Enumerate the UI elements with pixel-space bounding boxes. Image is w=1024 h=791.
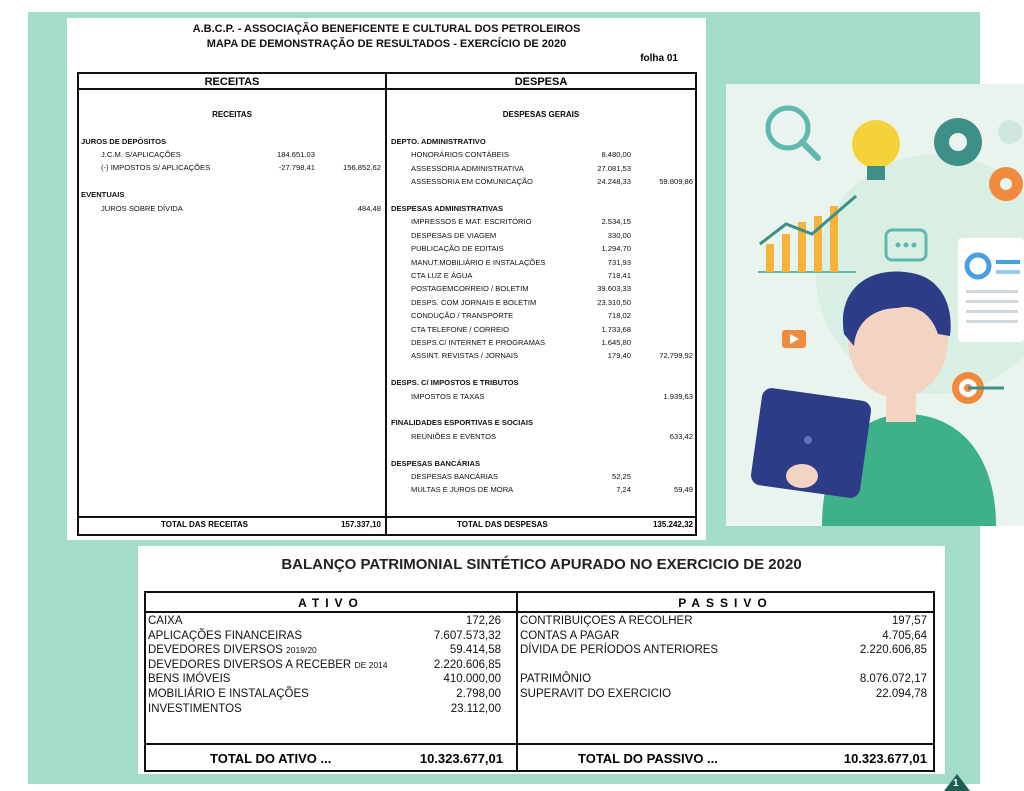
passivo-item-value: 197,57	[891, 615, 927, 627]
ativo-item-label	[148, 688, 309, 700]
ativo-item-value: 59.414,58	[449, 644, 501, 657]
despesa-item-label: CTA LUZ E ÁGUA	[411, 271, 473, 280]
lightbulb-icon	[852, 120, 900, 168]
header-divider	[79, 88, 695, 90]
total-divider	[79, 516, 695, 518]
passivo-item-value: 4.705,64	[882, 629, 927, 642]
despesa-item-label: POSTAGEMCORREIO / BOLETIM	[411, 284, 529, 294]
sheet-number: folha 01	[640, 53, 678, 64]
receitas-item-label: (-) IMPOSTOS S/ APLICAÇÕES	[101, 163, 211, 172]
ativo-item-label	[148, 703, 242, 715]
receitas-group-total: 484,48	[357, 204, 381, 213]
ativo-item-note: 2019/20	[286, 645, 317, 656]
despesa-item-label: MANUT.MOBILIÁRIO E INSTALAÇÕES	[411, 257, 546, 267]
passivo-item-label: SUPERAVIT DO EXERCICIO	[520, 688, 672, 700]
total-receitas-value: 157.337,10	[340, 520, 381, 529]
ativo-item-value: 2.798,00	[456, 688, 501, 700]
receitas-group-total: 156.852,62	[342, 163, 381, 172]
despesa-item-label: ASSINT. REVISTAS / JORNAIS	[411, 351, 519, 361]
header-divider	[146, 611, 933, 613]
total-passivo-label: TOTAL DO PASSIVO ...	[578, 751, 718, 766]
total-passivo-value: 10.323.677,01	[843, 751, 927, 766]
despesa-item-value: 2.534,15	[601, 217, 631, 227]
ativo-item-value: 410.000,00	[443, 673, 501, 686]
ativo-item-text: CAIXA	[148, 615, 183, 627]
ativo-item-label	[148, 615, 183, 627]
passivo-item-value: 22.094,78	[875, 688, 927, 700]
despesa-item-value: 24.248,33	[597, 177, 631, 187]
receitas-item-value: -27.798,41	[278, 163, 315, 172]
despesa-item-value: 8.480,00	[601, 150, 631, 160]
passivo-item-value: 2.220.606,85	[859, 644, 927, 657]
ativo-item-note: DE 2014	[354, 659, 388, 670]
ativo-item-label	[148, 673, 230, 685]
ativo-item-value: 7.607.573,32	[433, 629, 501, 642]
despesa-item-value: 1.645,80	[601, 338, 631, 347]
ativo-item-value: 2.220.606,85	[433, 658, 501, 671]
despesa-group-total: 59.809,86	[659, 177, 693, 187]
passivo-item-label: CONTRIBUIÇOES A RECOLHER	[520, 615, 693, 627]
total-despesas-label: TOTAL DAS DESPESAS	[457, 520, 548, 529]
despesa-item-value: 7,24	[616, 485, 631, 495]
despesa-item-value: 718,41	[607, 271, 631, 280]
despesa-item-label: REUNIÕES E EVENTOS	[411, 431, 497, 441]
receitas-group-juros: JUROS DE DEPÓSITOS	[81, 137, 167, 146]
despesa-group-title: DESPS. C/ IMPOSTOS E TRIBUTOS	[391, 378, 519, 388]
total-ativo-value: 10.323.677,01	[419, 751, 503, 766]
passivo-header: PASSIVO	[678, 596, 773, 610]
statement-title: MAPA DE DEMONSTRAÇÃO DE RESULTADOS - EXERCÍCIO DE 2020	[206, 38, 567, 50]
despesa-group-title: DESPESAS ADMINISTRATIVAS	[391, 204, 504, 213]
ativo-item-text: DEVEDORES DIVERSOS	[148, 644, 283, 657]
page-number-badge	[944, 774, 970, 791]
balance-title: BALANÇO PATRIMONIAL SINTÉTICO APURADO NO EXERCICIO DE 2020	[281, 556, 802, 573]
despesa-item-value: 27.081,53	[597, 163, 631, 173]
despesa-item-label: ASSESSORIA ADMINISTRATIVA	[411, 163, 524, 173]
despesa-group-total: 59,49	[673, 485, 693, 495]
receitas-item-label: J.C.M. S/APLICAÇÕES	[101, 150, 181, 159]
gear-icon	[934, 118, 982, 166]
receitas-item-label: JUROS SOBRE DÍVIDA	[101, 204, 183, 213]
ativo-item-value: 23.112,00	[450, 702, 501, 715]
despesa-item-label: IMPRESSOS E MAT. ESCRITÓRIO	[411, 217, 532, 227]
despesa-group-total: 633,42	[669, 431, 693, 441]
despesa-item-value: 23.310,50	[597, 297, 631, 307]
balance-table	[144, 591, 935, 772]
despesa-item-label: PUBLICAÇÃO DE EDITAIS	[411, 244, 504, 254]
despesa-item-value: 330,00	[607, 230, 631, 240]
despesa-item-label: DESPS.C/ INTERNET E PROGRAMAS	[411, 338, 546, 347]
despesa-group-title: DESPESAS BANCÁRIAS	[391, 458, 481, 468]
despesa-item-value: 731,93	[607, 257, 631, 267]
ativo-item-text: INVESTIMENTOS	[148, 702, 242, 715]
despesa-item-value: 1.294,70	[601, 244, 631, 254]
receitas-group-eventuais: EVENTUAIS	[81, 190, 125, 199]
despesa-item-value: 179,40	[607, 351, 631, 361]
document-chart-icon	[958, 238, 1024, 342]
despesa-item-label: MULTAS E JUROS DE MORA	[411, 485, 514, 495]
despesa-group-title: DEPTO. ADMINISTRATIVO	[391, 137, 486, 146]
despesa-item-value: 1.733,68	[601, 324, 631, 334]
receitas-header: RECEITAS	[204, 76, 260, 88]
despesa-item-value: 52,25	[611, 472, 631, 481]
despesa-group-total: 1.939,63	[663, 391, 693, 401]
despesa-item-label: DESPESAS DE VIAGEM	[411, 230, 497, 240]
ativo-item-text: MOBILIÁRIO E INSTALAÇÕES	[148, 688, 309, 700]
despesa-item-label: CTA TELEFONE / CORREIO	[411, 324, 510, 334]
ativo-item-text: DEVEDORES DIVERSOS A RECEBER	[148, 658, 352, 671]
despesas-subheader: DESPESAS GERAIS	[502, 110, 580, 119]
ativo-item-label	[148, 659, 388, 671]
total-ativo-label: TOTAL DO ATIVO ...	[210, 751, 332, 766]
illustration-art	[726, 84, 1024, 526]
despesa-item-label: DESPESAS BANCÁRIAS	[411, 472, 498, 481]
despesa-item-label: CONDUÇÃO / TRANSPORTE	[411, 311, 514, 321]
ativo-item-value: 172,26	[465, 615, 501, 627]
despesa-header: DESPESA	[514, 76, 568, 88]
despesa-item-label: IMPOSTOS E TAXAS	[411, 391, 485, 401]
despesa-item-label: DESPS. COM JORNAIS E BOLETIM	[411, 297, 537, 307]
despesa-group-total: 72.799,92	[659, 351, 693, 361]
receitas-subheader: RECEITAS	[212, 110, 252, 119]
column-divider	[385, 74, 387, 534]
income-statement-table	[77, 72, 697, 536]
despesa-item-label: ASSESSORIA EM COMUNICAÇÃO	[411, 177, 533, 187]
ativo-item-label	[148, 630, 302, 642]
gear-small-icon	[998, 120, 1022, 144]
total-divider	[146, 743, 933, 745]
passivo-item-label: DÍVIDA DE PERÍODOS ANTERIORES	[520, 644, 719, 657]
despesa-item-value: 718,02	[607, 311, 631, 321]
ativo-item-label	[148, 644, 317, 656]
business-illustration	[726, 84, 1024, 526]
income-statement-sheet	[67, 18, 706, 540]
despesa-item-label: HONORÁRIOS CONTÁBEIS	[411, 150, 509, 160]
ativo-item-text: BENS IMÓVEIS	[148, 673, 231, 686]
total-despesas-value: 135.242,32	[652, 520, 693, 529]
ativo-header: ATIVO	[298, 596, 364, 610]
passivo-item-value: 8.076.072,17	[859, 673, 927, 686]
passivo-item-label: CONTAS A PAGAR	[520, 629, 620, 642]
passivo-item-label: PATRIMÔNIO	[520, 673, 592, 686]
receitas-item-value: 184.651,03	[276, 150, 315, 159]
despesa-group-title: FINALIDADES ESPORTIVAS E SOCIAIS	[391, 418, 534, 428]
page-number: 1	[953, 778, 959, 789]
despesa-item-value: 39.603,33	[597, 284, 631, 294]
org-title: A.B.C.P. - ASSOCIAÇÃO BENEFICENTE E CULTURAL DOS PETROLEIROS	[192, 23, 581, 35]
balance-sheet	[138, 546, 945, 774]
total-receitas-label: TOTAL DAS RECEITAS	[161, 520, 248, 529]
ativo-item-text: APLICAÇÕES FINANCEIRAS	[148, 629, 303, 642]
